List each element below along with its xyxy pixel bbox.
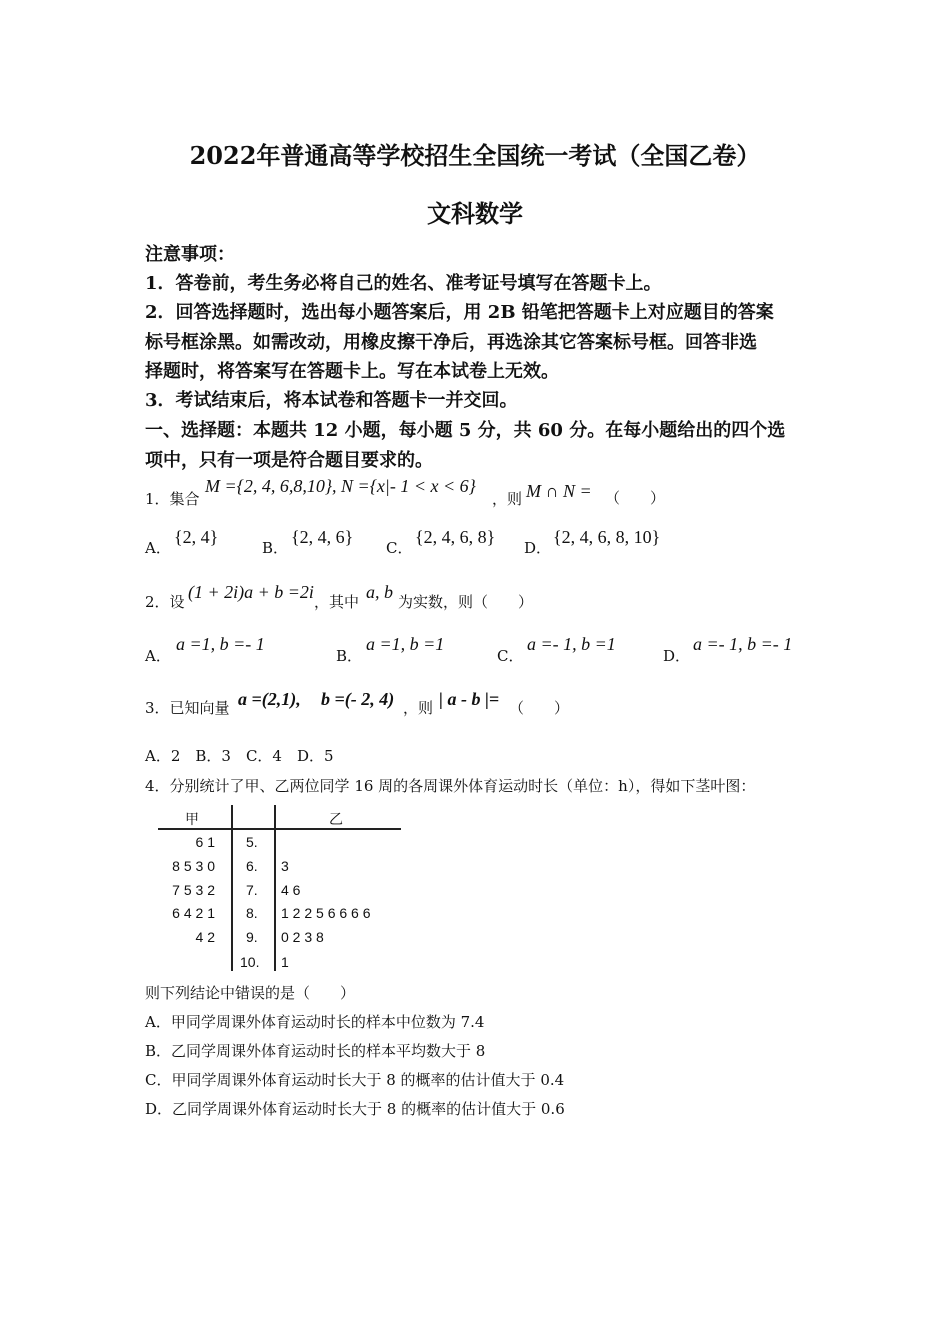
- q4-option-a: A．甲同学周课外体育运动时长的样本中位数为 7.4: [145, 1013, 485, 1031]
- q1-option-d-label: D．: [524, 539, 552, 557]
- q3-vector-a: a =(2,1),: [238, 689, 301, 709]
- notice-item-2-line3: 择题时，将答案写在答题卡上。写在本试卷上无效。: [145, 361, 559, 382]
- q1-option-a-label: A．: [145, 539, 171, 557]
- q4-option-b: B．乙同学周课外体育运动时长的样本平均数大于 8: [145, 1042, 486, 1060]
- q1-option-b-label: B．: [262, 539, 289, 557]
- exam-title: 2022年普通高等学校招生全国统一考试（全国乙卷）: [189, 141, 761, 170]
- stemleaf-right-leaves: 1: [281, 954, 289, 970]
- stemleaf-left-leaves: 4 2: [195, 929, 215, 945]
- exam-subtitle: 文科数学: [427, 199, 523, 228]
- q1-option-c-label: C．: [386, 539, 413, 557]
- q1-option-b-value: {2, 4, 6}: [291, 527, 354, 547]
- q2-vars: a, b: [366, 582, 393, 602]
- stemleaf-left-leaves: 7 5 3 2: [172, 882, 215, 898]
- q2-option-b-value: a =1, b =1: [366, 634, 445, 654]
- q2-option-d-label: D．: [663, 647, 691, 665]
- notice-item-2-line2: 标号框涂黑。如需改动，用橡皮擦干净后，再选涂其它答案标号框。回答非选: [145, 332, 757, 353]
- stemleaf-stem: 9.: [246, 929, 258, 945]
- stemleaf-right-leaves: 1 2 2 5 6 6 6 6: [281, 905, 371, 921]
- q1-expr: M ∩ N =: [526, 481, 592, 501]
- stemleaf-right-leaves: 4 6: [281, 882, 301, 898]
- q2-prefix: 2．设: [145, 593, 185, 611]
- q2-option-c-label: C．: [497, 647, 524, 665]
- stemleaf-header-left: 甲: [185, 811, 199, 827]
- q2-option-b-label: B．: [336, 647, 363, 665]
- q3-vector-b: b =(- 2, 4): [321, 689, 395, 709]
- q2-option-d-value: a =- 1, b =- 1: [693, 634, 793, 654]
- q2-option-a-label: A．: [145, 647, 171, 665]
- q4-option-c: C．甲同学周课外体育运动时长大于 8 的概率的估计值大于 0.4: [145, 1071, 565, 1089]
- q4-question: 则下列结论中错误的是（ ）: [145, 984, 356, 1002]
- q2-option-c-value: a =- 1, b =1: [527, 634, 616, 654]
- q2-equation: (1 + 2i)a + b =2i: [188, 582, 314, 602]
- section1-line1: 一、选择题：本题共 12 小题，每小题 5 分，共 60 分。在每小题给出的四个选: [145, 420, 786, 441]
- stemleaf-divider-left: [231, 805, 233, 971]
- q2-suffix: 为实数，则（ ）: [398, 593, 534, 611]
- notice-heading: 注意事项：: [145, 244, 235, 265]
- q1-mid: ，则: [492, 490, 523, 508]
- stemleaf-left-leaves: 6 1: [195, 834, 215, 850]
- q1-sets: M ={2, 4, 6,8,10}, N ={x|- 1 < x < 6}: [205, 476, 476, 496]
- stemleaf-stem: 10.: [240, 954, 260, 970]
- section1-line2: 项中，只有一项是符合题目要求的。: [145, 450, 433, 471]
- q3-prefix: 3．已知向量: [145, 699, 230, 717]
- stemleaf-stem: 7.: [246, 882, 258, 898]
- q1-option-a-value: {2, 4}: [174, 527, 219, 547]
- stemleaf-right-leaves: 0 2 3 8: [281, 929, 324, 945]
- q4-stem: 4．分别统计了甲、乙两位同学 16 周的各周课外体育运动时长（单位：h），得如下茎叶图：: [145, 777, 756, 795]
- q1-paren: （ ）: [605, 489, 666, 507]
- q1-option-d-value: {2, 4, 6, 8, 10}: [553, 527, 661, 547]
- stemleaf-divider-right: [274, 805, 276, 971]
- stemleaf-header-rule: [158, 828, 401, 830]
- q3-paren: （ ）: [509, 699, 570, 717]
- stemleaf-stem: 6.: [246, 858, 258, 874]
- q2-mid: ，其中: [314, 593, 360, 611]
- stemleaf-stem: 5.: [246, 834, 258, 850]
- stemleaf-header-right: 乙: [329, 811, 343, 827]
- q1-option-c-value: {2, 4, 6, 8}: [415, 527, 496, 547]
- q3-expr: | a - b |=: [439, 689, 500, 709]
- notice-item-1: 1．答卷前，考生务必将自己的姓名、准考证号填写在答题卡上。: [145, 273, 662, 294]
- stemleaf-left-leaves: 6 4 2 1: [172, 905, 215, 921]
- stemleaf-stem: 8.: [246, 905, 258, 921]
- q4-option-d: D．乙同学周课外体育运动时长大于 8 的概率的估计值大于 0.6: [145, 1100, 565, 1118]
- stemleaf-right-leaves: 3: [281, 858, 289, 874]
- notice-item-2-line1: 2．回答选择题时，选出每小题答案后，用 2B 铅笔把答题卡上对应题目的答案: [145, 302, 774, 323]
- q1-prefix: 1．集合: [145, 490, 200, 508]
- stemleaf-left-leaves: 8 5 3 0: [172, 858, 215, 874]
- q3-options: A．2 B．3 C．4 D．5: [145, 747, 334, 765]
- q2-option-a-value: a =1, b =- 1: [176, 634, 265, 654]
- q3-mid: ，则: [403, 699, 434, 717]
- notice-item-3: 3．考试结束后，将本试卷和答题卡一并交回。: [145, 390, 518, 411]
